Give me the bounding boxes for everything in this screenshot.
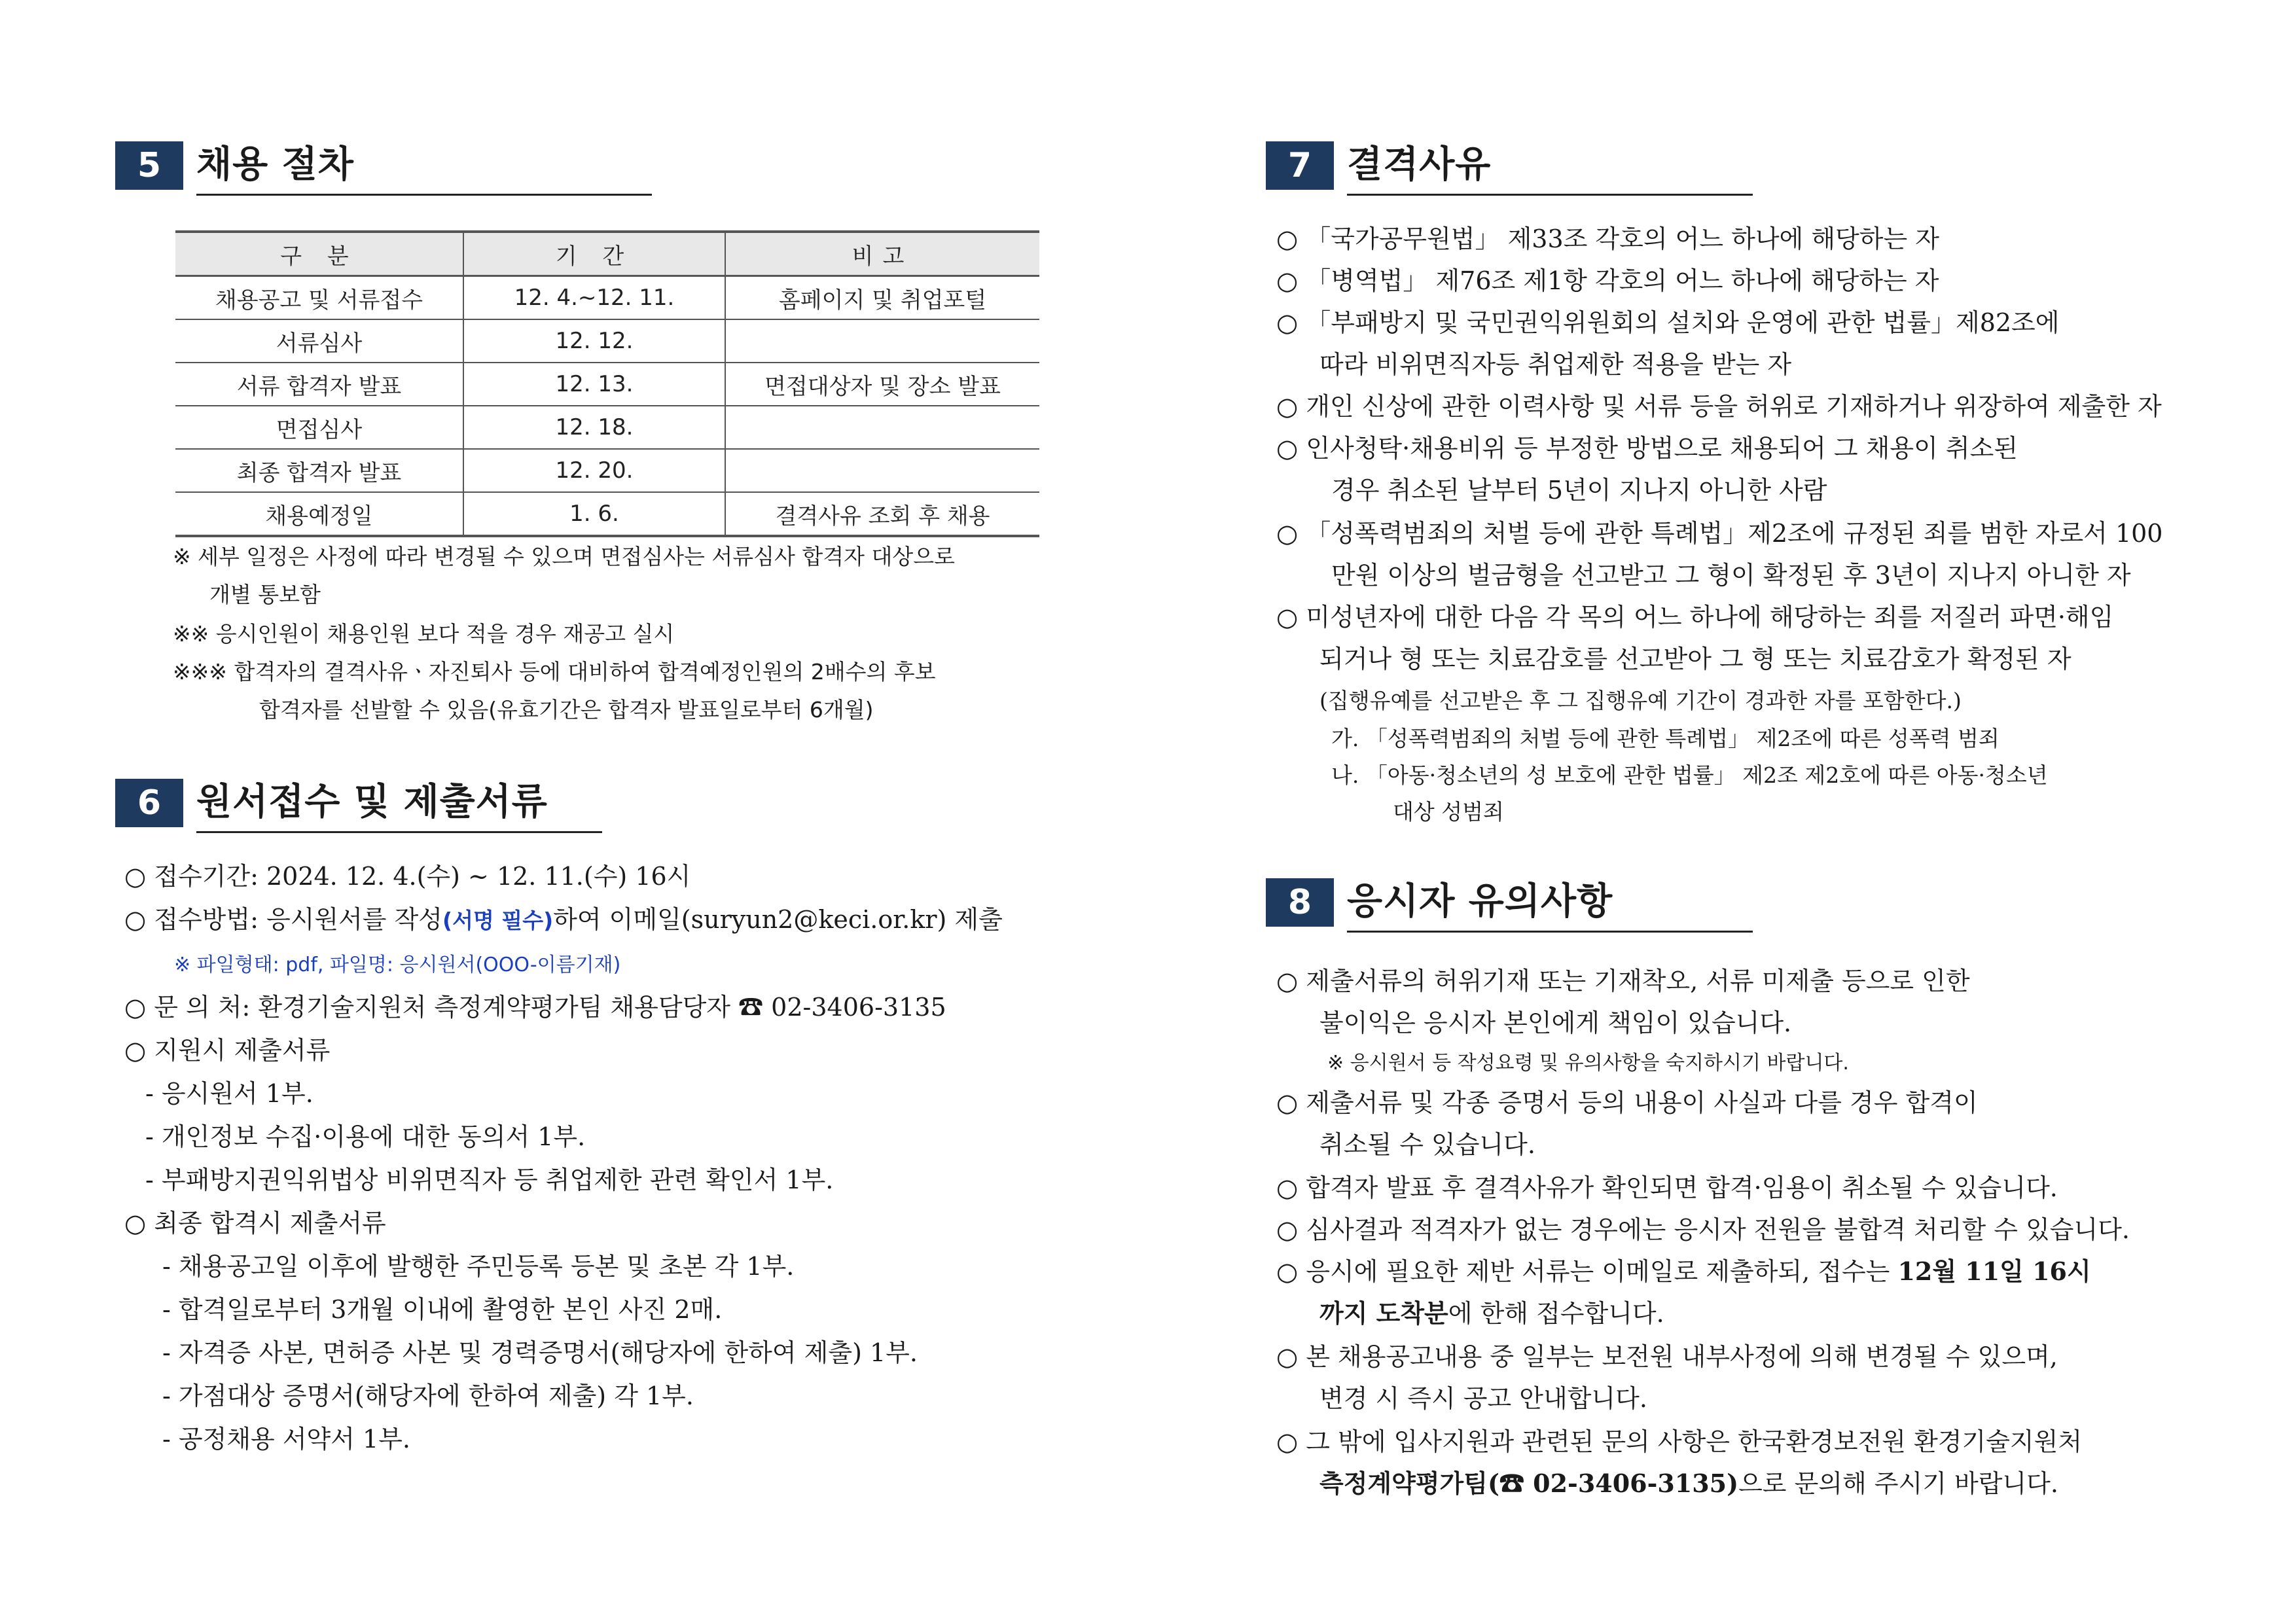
list-item: ○ 「부패방지 및 국민권익위원회의 설치와 운영에 관한 법률」제82조에 bbox=[1276, 308, 2060, 337]
schedule-note: 개별 통보함 bbox=[209, 582, 321, 607]
schedule-note: 합격자를 선발할 수 있음(유효기간은 합격자 발표일로부터 6개월) bbox=[259, 697, 874, 722]
method-text: 하여 이메일(suryun2@keci.or.kr) 제출 bbox=[553, 905, 1003, 934]
notice-item: ○ 제출서류 및 각종 증명서 등의 내용이 사실과 다를 경우 합격이 bbox=[1276, 1088, 1978, 1117]
notice-item bbox=[1276, 1255, 2091, 1288]
notice-item: ○ 본 채용공고내용 중 일부는 보전원 내부사정에 의해 변경될 수 있으며, bbox=[1276, 1342, 2058, 1371]
table-header-cell: 기 간 bbox=[463, 232, 725, 276]
notice-item: 불이익은 응시자 본인에게 책임이 있습니다. bbox=[1319, 1008, 1792, 1037]
list-item: - 자격증 사본, 면허증 사본 및 경력증명서(해당자에 한하여 제출) 1부. bbox=[162, 1338, 918, 1367]
list-item: 나. 「아동·청소년의 성 보호에 관한 법률」 제2조 제2호에 따른 아동·청소년 bbox=[1331, 762, 2048, 788]
section-8-header bbox=[1266, 878, 1685, 931]
list-item: - 공정채용 서약서 1부. bbox=[162, 1425, 410, 1454]
signature-required: (서명 필수) bbox=[442, 908, 554, 933]
notice-item: ○ 심사결과 적격자가 없는 경우에는 응시자 전원을 불합격 처리할 수 있습니다. bbox=[1276, 1215, 2130, 1244]
list-item: (집행유예를 선고받은 후 그 집행유예 기간이 경과한 자를 포함한다.) bbox=[1319, 688, 1962, 713]
table-row bbox=[175, 492, 1039, 536]
section-7-header bbox=[1266, 141, 1685, 194]
table-row bbox=[175, 406, 1039, 449]
method-text: ○ 접수방법: 응시원서를 작성 bbox=[124, 905, 442, 934]
table-cell: 홈페이지 및 취업포털 bbox=[725, 276, 1039, 320]
notice-text: ○ 응시에 필요한 제반 서류는 이메일로 제출하되, 접수는 bbox=[1276, 1257, 1898, 1286]
list-item: 대상 성범죄 bbox=[1393, 799, 1504, 825]
list-item: - 개인정보 수집·이용에 대한 동의서 1부. bbox=[145, 1122, 586, 1151]
final-docs-title: ○ 최종 합격시 제출서류 bbox=[124, 1209, 386, 1238]
table-cell: 최종 합격자 발표 bbox=[175, 449, 463, 492]
application-period: ○ 접수기간: 2024. 12. 4.(수) ~ 12. 11.(수) 16시 bbox=[124, 862, 691, 891]
list-item: 만원 이상의 벌금형을 선고받고 그 형이 확정된 후 3년이 지나지 아니한 자 bbox=[1331, 561, 2131, 590]
list-item: ○ 「성폭력범죄의 처벌 등에 관한 특례법」제2조에 규정된 죄를 범한 자로서 100 bbox=[1276, 519, 2163, 548]
table-cell: 결격사유 조회 후 채용 bbox=[725, 492, 1039, 536]
notice-item bbox=[1319, 1467, 2058, 1500]
notice-note: ※ 응시원서 등 작성요령 및 유의사항을 숙지하시기 바랍니다. bbox=[1327, 1052, 1849, 1075]
notice-text: 에 한해 접수합니다. bbox=[1448, 1299, 1664, 1328]
application-method bbox=[124, 903, 1003, 937]
table-cell: 12. 12. bbox=[463, 319, 725, 363]
notice-text: 으로 문의해 주시기 바랍니다. bbox=[1738, 1469, 2058, 1498]
section-6-header bbox=[115, 779, 600, 831]
section-5-header bbox=[115, 141, 534, 194]
section-number: 7 bbox=[1266, 141, 1334, 190]
table-cell: 서류심사 bbox=[175, 319, 463, 363]
list-item: - 가점대상 증명서(해당자에 한하여 제출) 각 1부. bbox=[162, 1382, 694, 1410]
section-number: 8 bbox=[1266, 878, 1334, 927]
table-header-row bbox=[175, 232, 1039, 276]
list-item: 따라 비위면직자등 취업제한 적용을 받는 자 bbox=[1319, 350, 1792, 379]
section-title: 채용 절차 bbox=[196, 143, 354, 186]
list-item: ○ 개인 신상에 관한 이력사항 및 서류 등을 허위로 기재하거나 위장하여 제출한 자 bbox=[1276, 392, 2162, 421]
notice-item: ○ 제출서류의 허위기재 또는 기재착오, 서류 미제출 등으로 인한 bbox=[1276, 967, 1970, 995]
list-item: ○ 「병역법」 제76조 제1항 각호의 어느 하나에 해당하는 자 bbox=[1276, 266, 1939, 295]
table-cell bbox=[725, 406, 1039, 449]
list-item: - 합격일로부터 3개월 이내에 촬영한 본인 사진 2매. bbox=[162, 1295, 723, 1324]
list-item: - 채용공고일 이후에 발행한 주민등록 등본 및 초본 각 1부. bbox=[162, 1252, 795, 1281]
table-header-cell: 비고 bbox=[725, 232, 1039, 276]
section-number: 6 bbox=[115, 779, 183, 827]
list-item: ○ 미성년자에 대한 다음 각 목의 어느 하나에 해당하는 죄를 저질러 파면·해임 bbox=[1276, 603, 2114, 632]
list-item: ○ 인사청탁·채용비위 등 부정한 방법으로 채용되어 그 채용이 취소된 bbox=[1276, 434, 2018, 463]
contact-team: 측정계약평가팀(☎ 02-3406-3135) bbox=[1319, 1469, 1739, 1498]
table-cell: 채용공고 및 서류접수 bbox=[175, 276, 463, 320]
notice-item: 취소될 수 있습니다. bbox=[1319, 1130, 1535, 1159]
contact-line: ○ 문 의 처: 환경기술지원처 측정계약평가팀 채용담당자 ☎ 02-3406-3135 bbox=[124, 993, 946, 1022]
section-underline bbox=[196, 831, 602, 833]
table-cell: 12. 4.~12. 11. bbox=[463, 276, 725, 320]
table-cell bbox=[725, 449, 1039, 492]
section-title: 응시자 유의사항 bbox=[1347, 880, 1613, 923]
schedule-note: ※※※ 합격자의 결격사유ㆍ자진퇴사 등에 대비하여 합격예정인원의 2배수의 후보 bbox=[173, 659, 936, 685]
table-header-cell: 구 분 bbox=[175, 232, 463, 276]
list-item: 가. 「성폭력범죄의 처벌 등에 관한 특례법」 제2조에 따른 성폭력 범죄 bbox=[1331, 726, 2000, 751]
table-cell: 12. 18. bbox=[463, 406, 725, 449]
notice-item: 변경 시 즉시 공고 안내합니다. bbox=[1319, 1384, 1647, 1413]
table-cell: 면접대상자 및 장소 발표 bbox=[725, 363, 1039, 406]
list-item: - 응시원서 1부. bbox=[145, 1079, 314, 1108]
section-underline bbox=[196, 194, 652, 196]
table-row bbox=[175, 276, 1039, 320]
section-title: 결격사유 bbox=[1347, 143, 1492, 186]
table-row bbox=[175, 363, 1039, 406]
section-underline bbox=[1347, 194, 1753, 196]
notice-item bbox=[1319, 1297, 1664, 1330]
notice-item: ○ 그 밖에 입사지원과 관련된 문의 사항은 한국환경보전원 환경기술지원처 bbox=[1276, 1427, 2083, 1456]
schedule-note: ※※ 응시인원이 채용인원 보다 적을 경우 재공고 실시 bbox=[173, 621, 675, 647]
table-cell: 채용예정일 bbox=[175, 492, 463, 536]
notice-item: ○ 합격자 발표 후 결격사유가 확인되면 합격·임용이 취소될 수 있습니다. bbox=[1276, 1173, 2058, 1202]
schedule-table bbox=[175, 230, 1039, 537]
table-cell bbox=[725, 319, 1039, 363]
table-row bbox=[175, 449, 1039, 492]
deadline-arrival: 까지 도착분 bbox=[1319, 1298, 1448, 1328]
table-row bbox=[175, 319, 1039, 363]
schedule-note: ※ 세부 일정은 사정에 따라 변경될 수 있으며 면접심사는 서류심사 합격자 대상으로 bbox=[173, 544, 956, 569]
docs-title: ○ 지원시 제출서류 bbox=[124, 1036, 331, 1065]
section-title: 원서접수 및 제출서류 bbox=[196, 781, 548, 823]
file-format-note: ※ 파일형태: pdf, 파일명: 응시원서(OOO-이름기재) bbox=[174, 954, 621, 976]
list-item: 되거나 형 또는 치료감호를 선고받아 그 형 또는 치료감호가 확정된 자 bbox=[1319, 645, 2072, 673]
deadline-date: 12월 11일 16시 bbox=[1897, 1257, 2091, 1286]
table-cell: 12. 20. bbox=[463, 449, 725, 492]
section-underline bbox=[1347, 931, 1753, 933]
list-item: ○ 「국가공무원법」 제33조 각호의 어느 하나에 해당하는 자 bbox=[1276, 224, 1939, 253]
table-cell: 12. 13. bbox=[463, 363, 725, 406]
table-cell: 서류 합격자 발표 bbox=[175, 363, 463, 406]
section-number: 5 bbox=[115, 141, 183, 190]
table-cell: 면접심사 bbox=[175, 406, 463, 449]
table-cell: 1. 6. bbox=[463, 492, 725, 536]
list-item: 경우 취소된 날부터 5년이 지나지 아니한 사람 bbox=[1331, 476, 1827, 505]
list-item: - 부패방지권익위법상 비위면직자 등 취업제한 관련 확인서 1부. bbox=[145, 1166, 834, 1194]
